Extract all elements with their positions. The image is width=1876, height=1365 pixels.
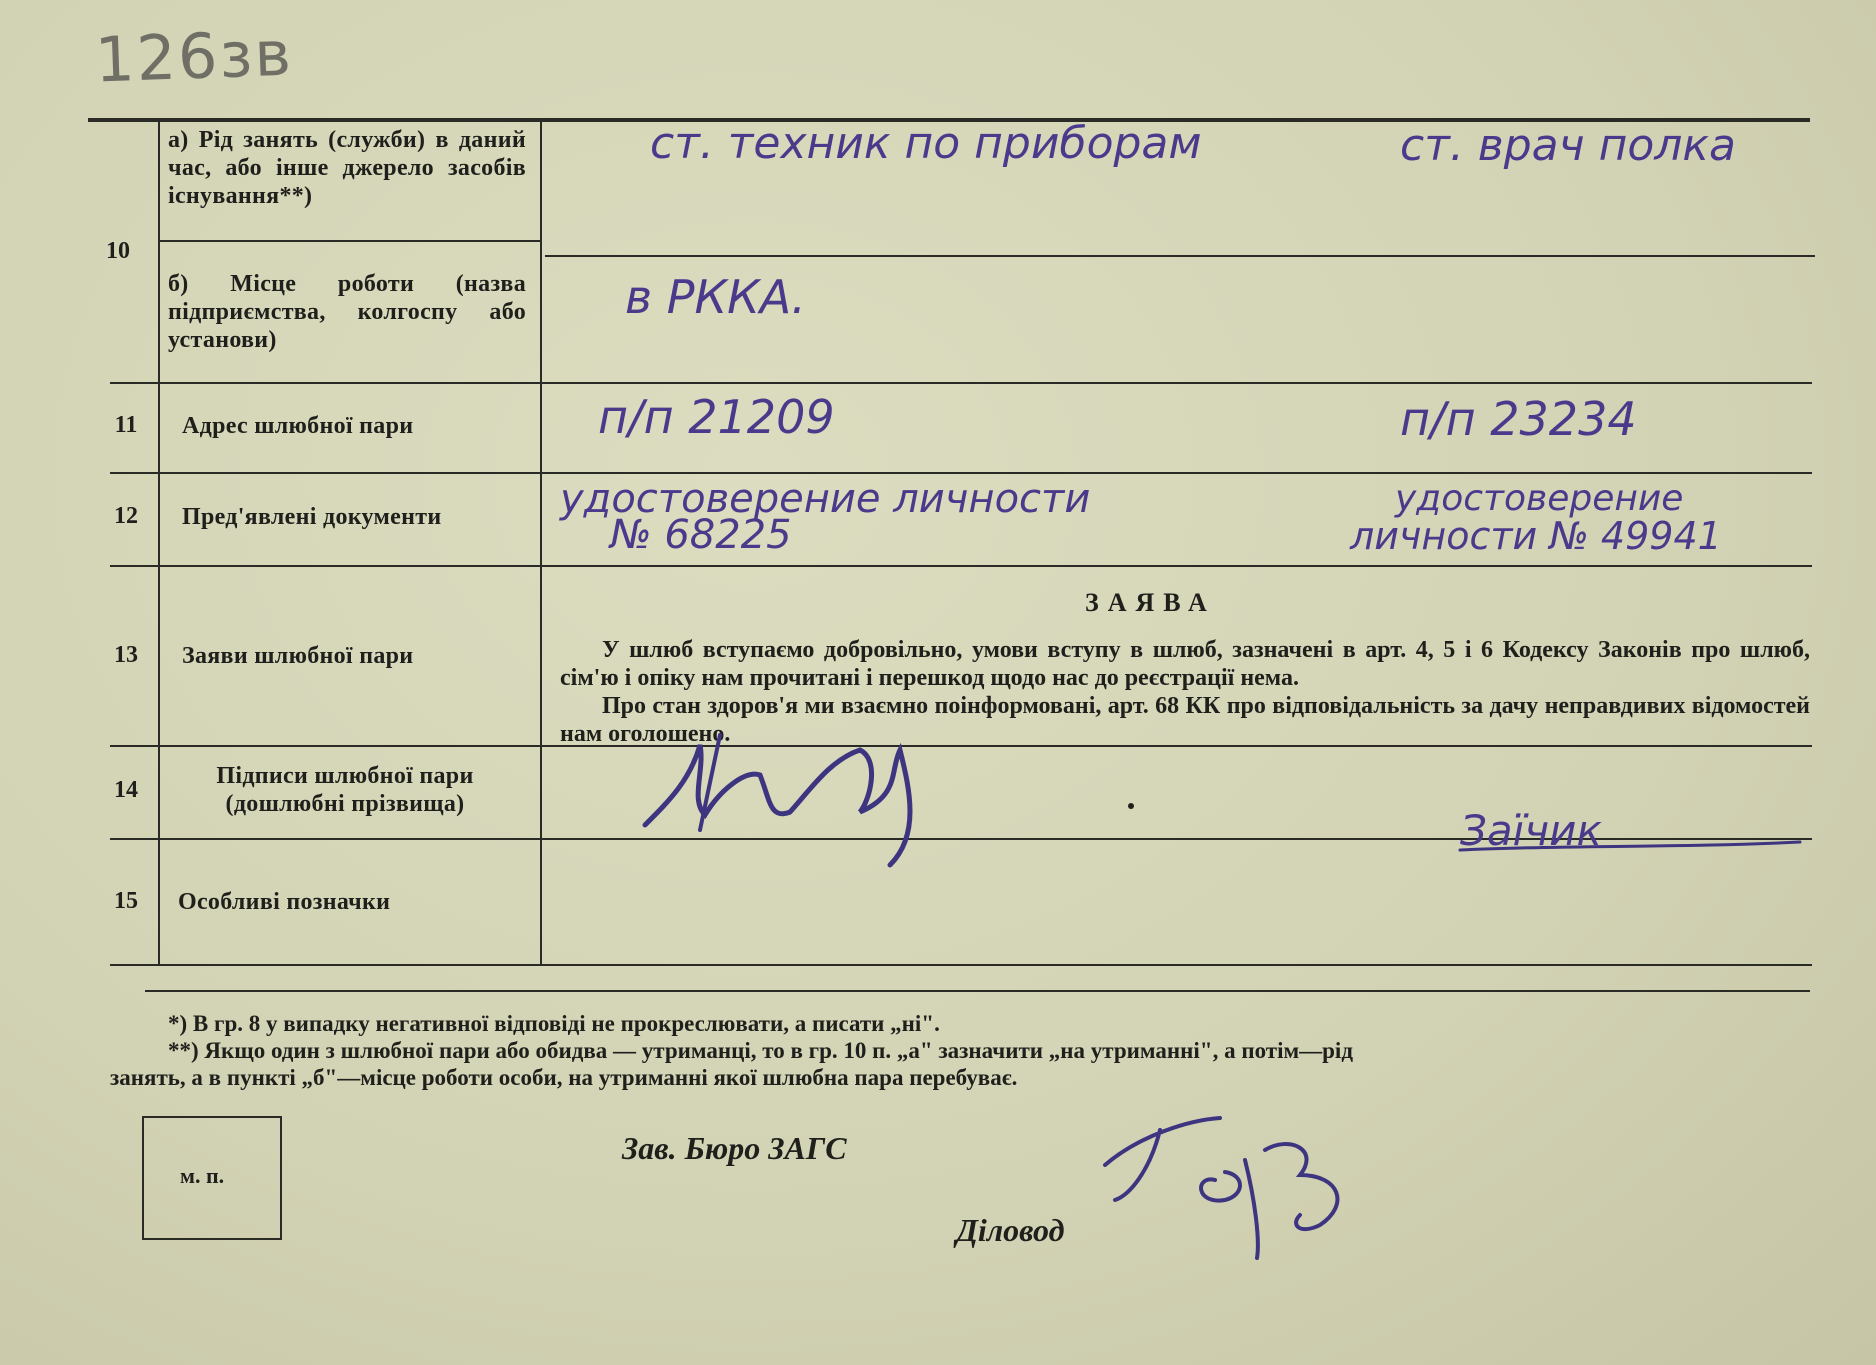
clerk-signature	[1105, 1118, 1337, 1258]
registry-head-label: Зав. Бюро ЗАГС	[622, 1130, 847, 1166]
row-number-11: 11	[114, 412, 138, 438]
documents-left-line2: № 68225	[610, 512, 792, 558]
row14-label: Підписи шлюбної пари (дошлюбні прізвища)	[216, 763, 474, 817]
stamp-label: м. п.	[180, 1163, 225, 1188]
row-number-14: 14	[114, 777, 138, 803]
documents-right-line2: личности № 49941	[1350, 514, 1722, 558]
occupation-left: ст. техник по приборам	[650, 118, 1202, 169]
row13-label: Заяви шлюбної пари	[182, 643, 414, 669]
zayava-paragraph-1: У шлюб вступаємо добровільно, умови вступу в шлюб, зазначені в арт. 4, 5 і 6 Кодексу Законів про шлюб, сім'ю і опіку нам прочитані і перешкод щодо нас до реєстрації нема.	[560, 637, 1810, 691]
footnote-1: *) В гр. 8 у випадку негативної відповіді не прокреслювати, а писати „ні".	[168, 1011, 940, 1036]
groom-signature	[645, 745, 910, 865]
documents-right-line1: удостоверение	[1395, 478, 1684, 519]
row11-label: Адрес шлюбної пари	[182, 413, 414, 439]
row10a-label: а) Рід занять (служби) в даний час, або інше джерело засобів існування**)	[168, 127, 526, 209]
bride-signature-text: Заїчик	[1460, 806, 1602, 855]
clerk-label: Діловод	[956, 1212, 1065, 1248]
row10b-label: б) Місце роботи (назва підприємства, колгоспу або установи)	[168, 271, 526, 353]
ink-dot	[1128, 803, 1134, 809]
row-number-13: 13	[114, 642, 138, 668]
address-right: п/п 23234	[1400, 392, 1637, 446]
row15-label: Особливі позначки	[178, 889, 391, 915]
row-number-12: 12	[114, 503, 138, 529]
address-left: п/п 21209	[598, 390, 835, 444]
zayava-paragraph-2: Про стан здоров'я ми взаємно поінформовані, арт. 68 КК про відповідальність за дачу неправдивих відомостей нам оголошено.	[560, 693, 1810, 747]
row12-label: Пред'явлені документи	[182, 504, 442, 530]
row-number-10: 10	[106, 238, 130, 264]
bride-signature-underline	[1460, 842, 1800, 850]
workplace-left: в РККА.	[625, 270, 806, 324]
page-mark: 126зв	[93, 16, 295, 97]
occupation-right: ст. врач полка	[1400, 120, 1736, 171]
row-number-15: 15	[114, 888, 138, 914]
footnote-2-line-1: **) Якщо один з шлюбної пари або обидва — утриманці, то в гр. 10 п. „а" зазначити „на утриманні", а потім—рід	[168, 1038, 1353, 1063]
zayava-title: ЗАЯВА	[1085, 588, 1216, 617]
documents-left-line1: удостоверение личности	[560, 476, 1091, 522]
footnote-2-line-2: занять, а в пункті „б"—місце роботи особи, на утриманні якої шлюбна пара перебуває.	[110, 1065, 1018, 1090]
